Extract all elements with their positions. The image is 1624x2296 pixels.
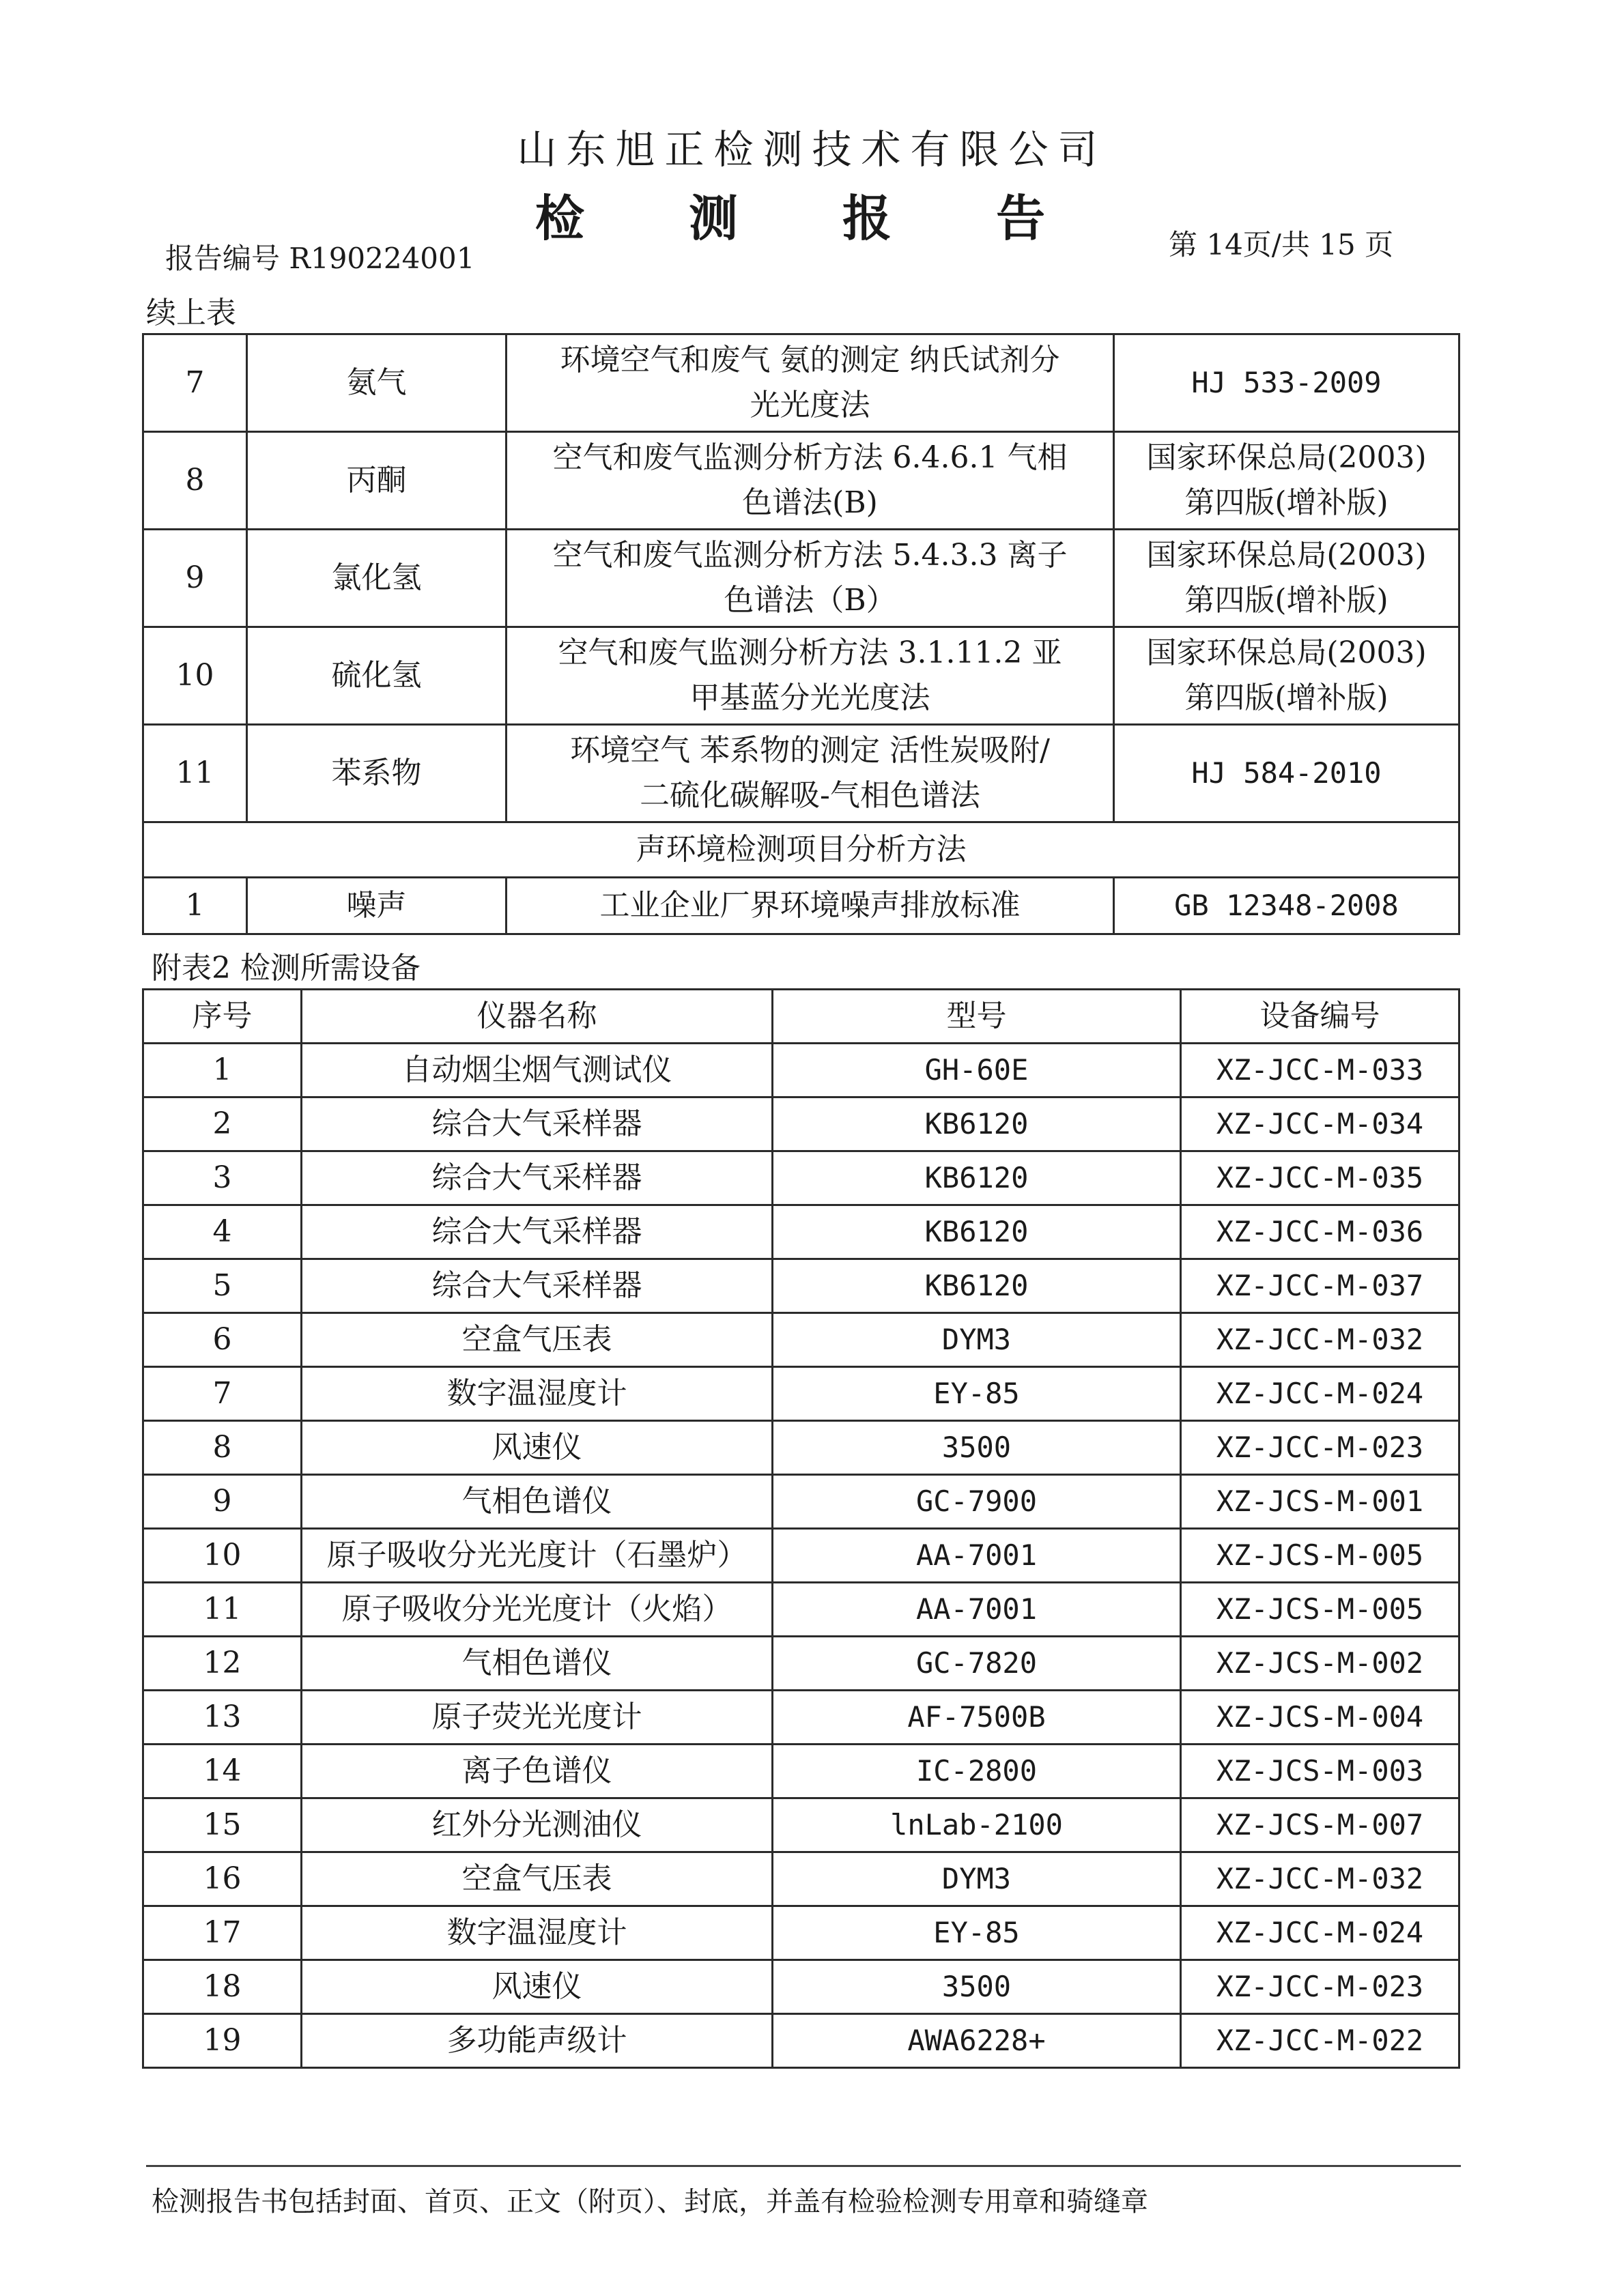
method-text-line: 光光度法 <box>750 388 870 422</box>
equipment-no: 1 <box>143 1044 302 1097</box>
table-row <box>143 1745 1459 1798</box>
equipment-model: EY-85 <box>773 1367 1181 1421</box>
equipment-no: 9 <box>143 1475 302 1529</box>
equipment-name: 空盒气压表 <box>302 1852 773 1906</box>
equipment-name: 综合大气采样器 <box>302 1205 773 1259</box>
equipment-model: 3500 <box>773 1960 1181 2014</box>
continued-label: 续上表 <box>146 296 236 330</box>
method-text <box>507 530 1114 627</box>
method-no: 8 <box>143 432 247 530</box>
table-row <box>143 1529 1459 1583</box>
equipment-id: XZ-JCC-M-024 <box>1181 1906 1459 1960</box>
method-text <box>507 627 1114 725</box>
method-text <box>507 432 1114 530</box>
method-no: 10 <box>143 627 247 725</box>
equipment-name: 数字温湿度计 <box>302 1367 773 1421</box>
noise-row <box>143 878 1459 934</box>
report-number: 报告编号 R190224001 <box>165 242 475 275</box>
method-row <box>143 530 1459 627</box>
method-standard-line: HJ 584-2010 <box>1191 756 1382 790</box>
table-row <box>143 1097 1459 1151</box>
equipment-id: XZ-JCS-M-003 <box>1181 1745 1459 1798</box>
equipment-model: AWA6228+ <box>773 2014 1181 2068</box>
equipment-no: 7 <box>143 1367 302 1421</box>
method-standard-line: 第四版(增补版) <box>1184 680 1388 715</box>
footer-note: 检测报告书包括封面、首页、正文（附页）、封底，并盖有检验检测专用章和骑缝章 <box>152 2186 1148 2218</box>
method-row <box>143 432 1459 530</box>
method-text-line: 空气和废气监测分析方法 5.4.3.3 离子 <box>552 538 1068 573</box>
table-row <box>143 1798 1459 1852</box>
table-row <box>143 1960 1459 2014</box>
equipment-model: 3500 <box>773 1421 1181 1475</box>
method-standard <box>1114 334 1459 432</box>
method-text: 工业企业厂界环境噪声排放标准 <box>507 878 1114 934</box>
equipment-no: 11 <box>143 1583 302 1637</box>
equipment-no: 6 <box>143 1313 302 1367</box>
header-row <box>143 990 1459 1044</box>
section-title: 声环境检测项目分析方法 <box>143 822 1459 878</box>
method-no: 9 <box>143 530 247 627</box>
equipment-id: XZ-JCC-M-024 <box>1181 1367 1459 1421</box>
equipment-id: XZ-JCC-M-023 <box>1181 1421 1459 1475</box>
equipment-name: 数字温湿度计 <box>302 1906 773 1960</box>
equipment-id: XZ-JCC-M-022 <box>1181 2014 1459 2068</box>
equipment-id: XZ-JCC-M-036 <box>1181 1205 1459 1259</box>
method-standard-line: 国家环保总局(2003) <box>1146 440 1427 475</box>
equipment-model: KB6120 <box>773 1097 1181 1151</box>
equipment-model: GC-7820 <box>773 1637 1181 1691</box>
table-row <box>143 1852 1459 1906</box>
equipment-no: 5 <box>143 1259 302 1313</box>
table-row <box>143 1475 1459 1529</box>
company-name: 山东旭正检测技术有限公司 <box>517 126 1107 173</box>
equipment-model: GC-7900 <box>773 1475 1181 1529</box>
equipment-model: AA-7001 <box>773 1529 1181 1583</box>
equipment-id: XZ-JCC-M-023 <box>1181 1960 1459 2014</box>
column-header: 序号 <box>143 990 302 1044</box>
equipment-model: EY-85 <box>773 1906 1181 1960</box>
equipment-model: IC-2800 <box>773 1745 1181 1798</box>
table-row <box>143 1151 1459 1205</box>
table-row <box>143 1906 1459 1960</box>
method-row <box>143 334 1459 432</box>
method-standard: GB 12348-2008 <box>1114 878 1459 934</box>
method-standard <box>1114 725 1459 822</box>
equipment-no: 2 <box>143 1097 302 1151</box>
equipment-no: 14 <box>143 1745 302 1798</box>
method-text-line: 环境空气 苯系物的测定 活性炭吸附/ <box>570 733 1050 768</box>
method-standard-line: HJ 533-2009 <box>1191 366 1382 399</box>
method-item: 氯化氢 <box>247 530 507 627</box>
method-text <box>507 334 1114 432</box>
equipment-name: 多功能声级计 <box>302 2014 773 2068</box>
equipment-no: 10 <box>143 1529 302 1583</box>
equipment-id: XZ-JCC-M-037 <box>1181 1259 1459 1313</box>
method-item: 噪声 <box>247 878 507 934</box>
equipment-no: 15 <box>143 1798 302 1852</box>
equipment-id: XZ-JCC-M-034 <box>1181 1097 1459 1151</box>
table-row <box>143 1691 1459 1745</box>
equipment-id: XZ-JCC-M-035 <box>1181 1151 1459 1205</box>
equipment-id: XZ-JCS-M-002 <box>1181 1637 1459 1691</box>
method-text-line: 色谱法（B） <box>724 583 896 618</box>
method-text-line: 色谱法(B) <box>742 485 878 520</box>
equipment-id: XZ-JCC-M-032 <box>1181 1313 1459 1367</box>
method-no: 1 <box>143 878 247 934</box>
report-title: 检 测 报 告 <box>535 189 1089 247</box>
equipment-name: 综合大气采样器 <box>302 1151 773 1205</box>
equipment-model: lnLab-2100 <box>773 1798 1181 1852</box>
equipment-name: 原子吸收分光光度计（火焰） <box>302 1583 773 1637</box>
method-standard-line: 国家环保总局(2003) <box>1146 538 1427 573</box>
table-row <box>143 1259 1459 1313</box>
table-row <box>143 1205 1459 1259</box>
equipment-no: 12 <box>143 1637 302 1691</box>
table-row <box>143 2014 1459 2068</box>
method-item: 苯系物 <box>247 725 507 822</box>
method-text-line: 环境空气和废气 氨的测定 纳氏试剂分 <box>560 343 1060 377</box>
equipment-model: DYM3 <box>773 1313 1181 1367</box>
footer-divider <box>146 2165 1461 2167</box>
method-standard <box>1114 627 1459 725</box>
method-standard-line: 第四版(增补版) <box>1184 485 1388 520</box>
equipment-model: KB6120 <box>773 1259 1181 1313</box>
equipment-table <box>142 988 1460 2069</box>
column-header: 设备编号 <box>1181 990 1459 1044</box>
equipment-model: KB6120 <box>773 1205 1181 1259</box>
method-text-line: 甲基蓝分光光度法 <box>689 680 930 715</box>
equipment-model: AA-7001 <box>773 1583 1181 1637</box>
method-no: 7 <box>143 334 247 432</box>
equipment-no: 13 <box>143 1691 302 1745</box>
equipment-id: XZ-JCS-M-007 <box>1181 1798 1459 1852</box>
equipment-no: 8 <box>143 1421 302 1475</box>
equipment-model: GH-60E <box>773 1044 1181 1097</box>
equipment-no: 16 <box>143 1852 302 1906</box>
table-row <box>143 1313 1459 1367</box>
table-row <box>143 1637 1459 1691</box>
equipment-name: 气相色谱仪 <box>302 1475 773 1529</box>
equipment-no: 17 <box>143 1906 302 1960</box>
equipment-name: 红外分光测油仪 <box>302 1798 773 1852</box>
equipment-no: 3 <box>143 1151 302 1205</box>
method-standard-line: 第四版(增补版) <box>1184 583 1388 618</box>
equipment-name: 风速仪 <box>302 1421 773 1475</box>
equipment-name: 原子荧光光度计 <box>302 1691 773 1745</box>
table-row <box>143 1367 1459 1421</box>
method-item: 氨气 <box>247 334 507 432</box>
page-number: 第 14页/共 15 页 <box>1169 228 1394 261</box>
method-text-line: 空气和废气监测分析方法 3.1.11.2 亚 <box>558 635 1062 670</box>
equipment-name: 气相色谱仪 <box>302 1637 773 1691</box>
method-standard <box>1114 432 1459 530</box>
equipment-name: 综合大气采样器 <box>302 1097 773 1151</box>
equipment-no: 19 <box>143 2014 302 2068</box>
equipment-model: KB6120 <box>773 1151 1181 1205</box>
equipment-name: 离子色谱仪 <box>302 1745 773 1798</box>
equipment-no: 4 <box>143 1205 302 1259</box>
equipment-id: XZ-JCS-M-001 <box>1181 1475 1459 1529</box>
equipment-id: XZ-JCS-M-004 <box>1181 1691 1459 1745</box>
equipment-id: XZ-JCS-M-005 <box>1181 1583 1459 1637</box>
equipment-id: XZ-JCC-M-033 <box>1181 1044 1459 1097</box>
method-text-line: 空气和废气监测分析方法 6.4.6.1 气相 <box>552 440 1068 475</box>
equipment-model: AF-7500B <box>773 1691 1181 1745</box>
equipment-name: 原子吸收分光光度计（石墨炉） <box>302 1529 773 1583</box>
method-text <box>507 725 1114 822</box>
method-text-line: 二硫化碳解吸-气相色谱法 <box>640 778 980 813</box>
method-item: 丙酮 <box>247 432 507 530</box>
method-standard <box>1114 530 1459 627</box>
table-row <box>143 1583 1459 1637</box>
method-row <box>143 725 1459 822</box>
section-row <box>143 822 1459 878</box>
equipment-model: DYM3 <box>773 1852 1181 1906</box>
equipment-table-title: 附表2 检测所需设备 <box>152 951 421 986</box>
equipment-name: 空盒气压表 <box>302 1313 773 1367</box>
equipment-name: 风速仪 <box>302 1960 773 2014</box>
equipment-no: 18 <box>143 1960 302 2014</box>
analysis-methods-table <box>142 333 1460 935</box>
method-item: 硫化氢 <box>247 627 507 725</box>
equipment-name: 综合大气采样器 <box>302 1259 773 1313</box>
equipment-id: XZ-JCC-M-032 <box>1181 1852 1459 1906</box>
method-no: 11 <box>143 725 247 822</box>
method-row <box>143 627 1459 725</box>
column-header: 仪器名称 <box>302 990 773 1044</box>
table-row <box>143 1044 1459 1097</box>
table-row <box>143 1421 1459 1475</box>
column-header: 型号 <box>773 990 1181 1044</box>
equipment-id: XZ-JCS-M-005 <box>1181 1529 1459 1583</box>
equipment-name: 自动烟尘烟气测试仪 <box>302 1044 773 1097</box>
method-standard-line: 国家环保总局(2003) <box>1146 635 1427 670</box>
